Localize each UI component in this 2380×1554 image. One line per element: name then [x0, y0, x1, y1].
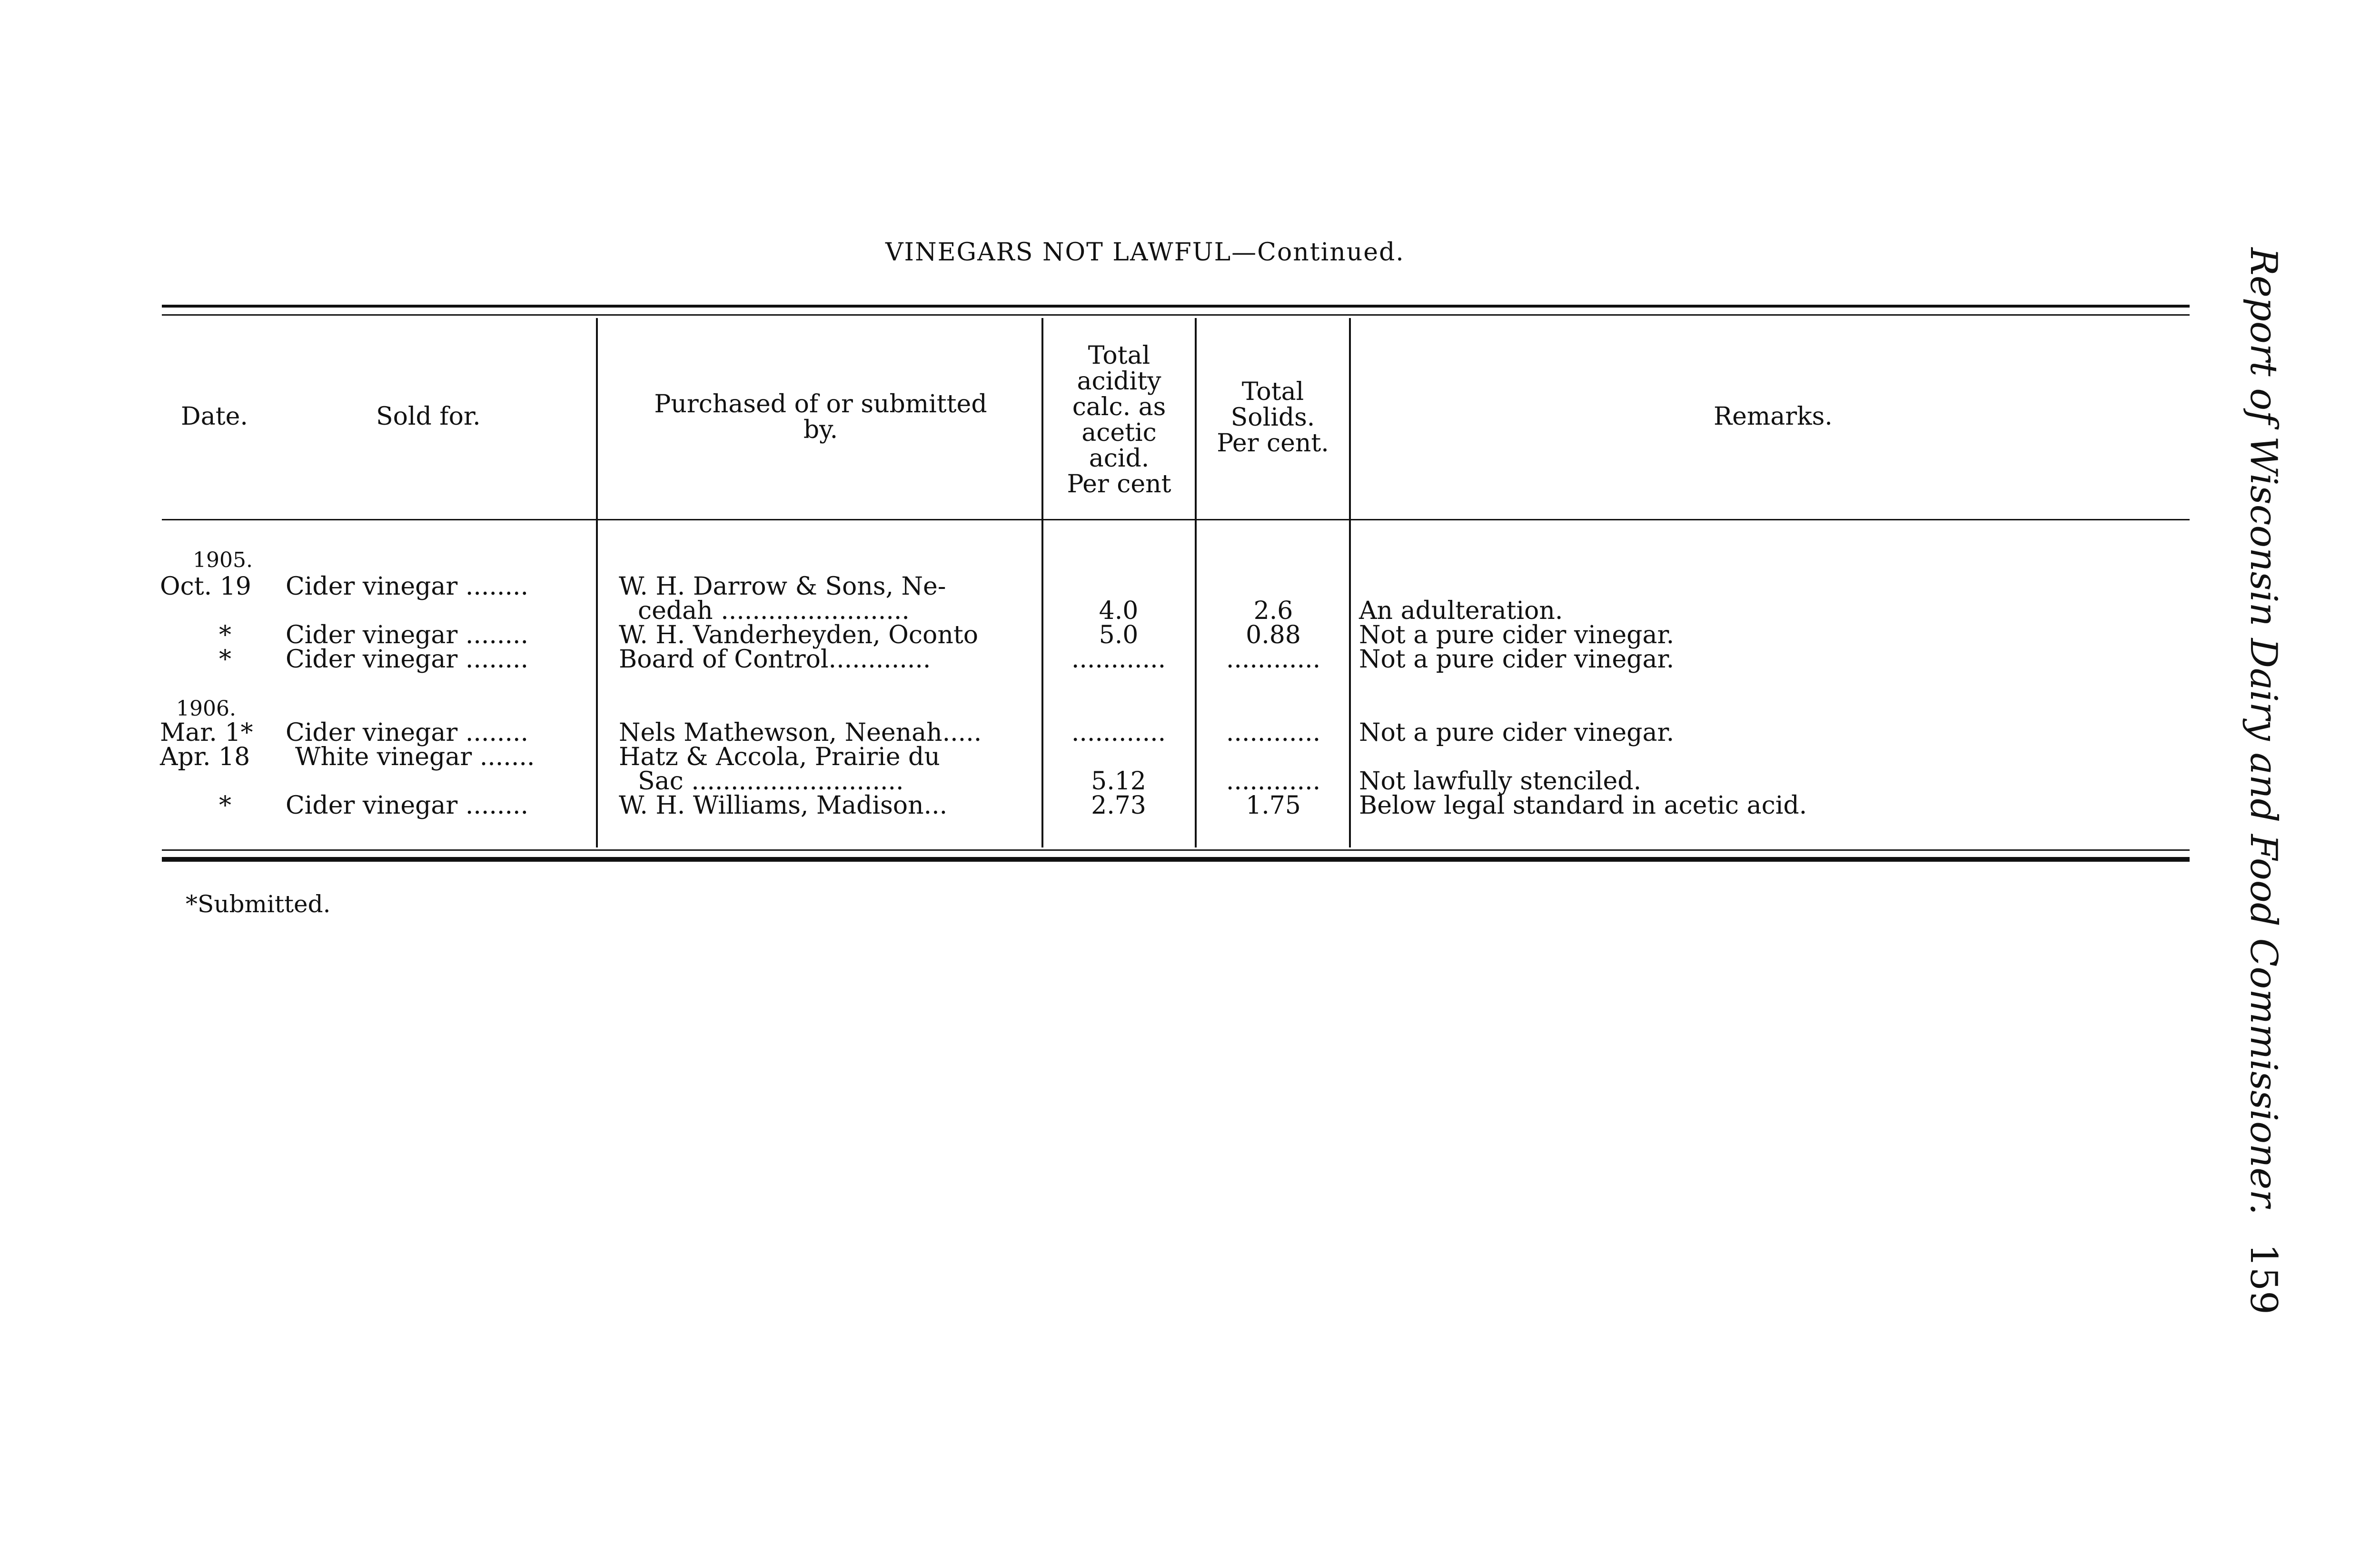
- row-sold-for: Cider vinegar ........: [286, 572, 529, 601]
- row-acidity: 5.12: [1091, 767, 1146, 796]
- row-acidity: ............: [1071, 645, 1166, 674]
- header-date: Date.: [181, 402, 248, 431]
- header-acidity-line: calc. as: [1072, 393, 1166, 421]
- row-purchased: W. H. Vanderheyden, Oconto: [619, 621, 979, 649]
- header-acidity-line: acid.: [1089, 444, 1150, 473]
- header-acidity-line: Total: [1088, 341, 1150, 370]
- row-sold-for: Cider vinegar ........: [286, 718, 529, 747]
- header-sold-for: Sold for.: [376, 402, 481, 431]
- header-solids: [1199, 379, 1347, 456]
- row-purchased: cedah ........................: [638, 597, 910, 625]
- top-rule-thick: [162, 305, 2190, 308]
- row-purchased: Board of Control.............: [619, 645, 931, 674]
- row-acidity: ............: [1071, 718, 1166, 747]
- page-number: 159: [2242, 1243, 2285, 1315]
- row-date: *: [219, 791, 231, 820]
- row-date: *: [219, 645, 231, 674]
- header-acidity-line: Per cent: [1067, 470, 1171, 498]
- top-rule-thin: [162, 314, 2190, 316]
- header-solids-line: Per cent.: [1217, 429, 1329, 458]
- column-divider: [1195, 318, 1197, 847]
- row-date: Apr. 18: [160, 743, 250, 771]
- row-solids: 1.75: [1246, 791, 1301, 820]
- row-purchased: Nels Mathewson, Neenah.....: [619, 718, 982, 747]
- row-acidity: 5.0: [1099, 621, 1139, 649]
- table-title: VINEGARS NOT LAWFUL—Continued.: [885, 238, 1405, 267]
- row-purchased: Hatz & Accola, Prairie du: [619, 743, 940, 771]
- row-remarks: An adulteration.: [1359, 597, 1563, 625]
- header-solids-line: Solids.: [1230, 403, 1315, 432]
- row-sold-for: Cider vinegar ........: [286, 621, 529, 649]
- header-solids-line: Total: [1241, 378, 1304, 406]
- header-remarks: Remarks.: [1714, 402, 1833, 431]
- running-head-title: Report of Wisconsin Dairy and Food Commissioner.: [2242, 248, 2285, 1215]
- column-divider: [1349, 318, 1351, 847]
- row-sold-for: White vinegar .......: [295, 743, 535, 771]
- footnote: *Submitted.: [186, 890, 331, 918]
- row-acidity: 2.73: [1091, 791, 1146, 820]
- header-purchased-line: Purchased of or submitted: [654, 390, 987, 418]
- row-solids: ............: [1226, 718, 1321, 747]
- header-rule: [162, 519, 2190, 520]
- column-divider: [596, 318, 598, 847]
- header-acidity: [1045, 343, 1193, 497]
- header-purchased-line: by.: [803, 416, 838, 444]
- row-sold-for: Cider vinegar ........: [286, 791, 529, 820]
- row-date: Mar. 1*: [160, 718, 253, 747]
- row-purchased: W. H. Williams, Madison...: [619, 791, 948, 820]
- column-divider: [1041, 318, 1043, 847]
- bottom-rule-thick: [162, 857, 2190, 862]
- header-acidity-line: acetic: [1081, 418, 1157, 447]
- row-acidity: 4.0: [1099, 597, 1139, 625]
- row-purchased: Sac ...........................: [638, 767, 904, 796]
- bottom-rule-thin: [162, 849, 2190, 851]
- row-purchased: W. H. Darrow & Sons, Ne-: [619, 572, 946, 601]
- row-solids: 2.6: [1253, 597, 1293, 625]
- row-date: Oct. 19: [160, 572, 251, 601]
- row-sold-for: Cider vinegar ........: [286, 645, 529, 674]
- running-head: [2242, 248, 2285, 1315]
- group-year: 1905.: [193, 548, 253, 572]
- group-year: 1906.: [176, 697, 236, 721]
- row-remarks: Not lawfully stenciled.: [1359, 767, 1642, 796]
- row-remarks: Not a pure cider vinegar.: [1359, 718, 1675, 747]
- row-date: *: [219, 621, 231, 649]
- row-remarks: Not a pure cider vinegar.: [1359, 645, 1675, 674]
- row-solids: ............: [1226, 767, 1321, 796]
- row-remarks: Not a pure cider vinegar.: [1359, 621, 1675, 649]
- header-purchased: [603, 391, 1039, 443]
- row-solids: ............: [1226, 645, 1321, 674]
- row-remarks: Below legal standard in acetic acid.: [1359, 791, 1807, 820]
- row-solids: 0.88: [1246, 621, 1301, 649]
- header-acidity-line: acidity: [1077, 367, 1161, 396]
